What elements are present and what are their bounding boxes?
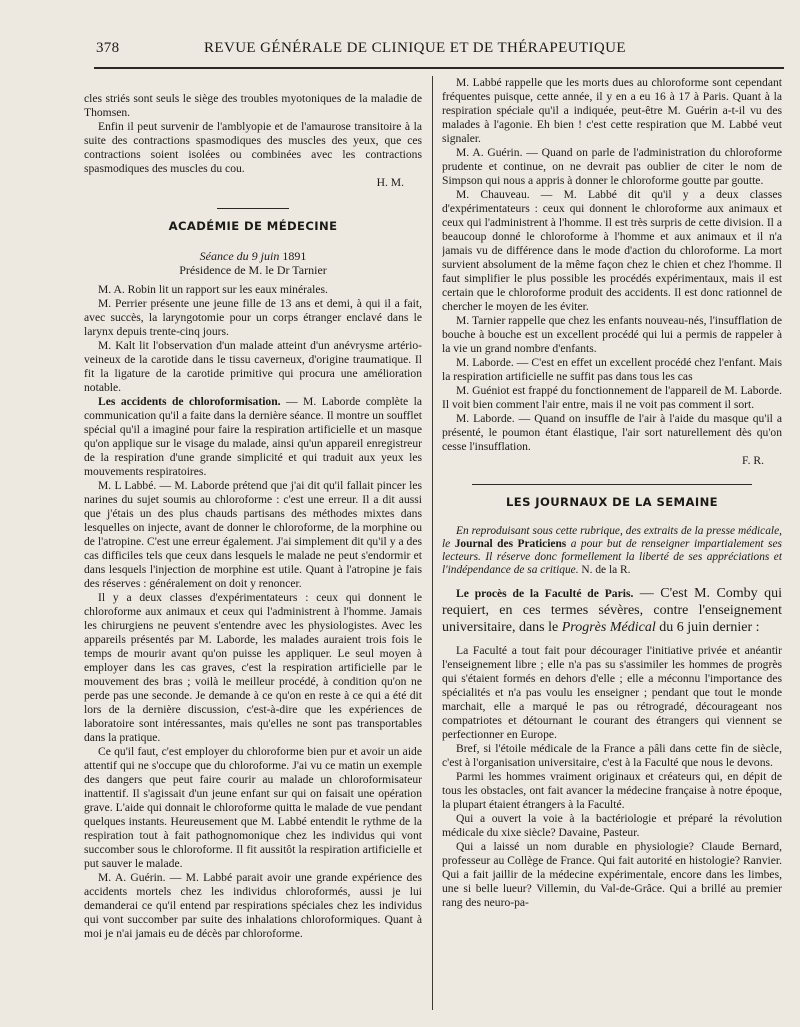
- paragraph-text: — C'est M. Comby qui requiert, en ces termes sévères, contre l'enseignement universitaire, dans le: [442, 586, 782, 635]
- session-year: 1891: [282, 249, 307, 263]
- column-divider: [432, 76, 433, 1010]
- paragraph: Qui a ouvert la voie à la bactériologie et préparé la révolution médicale du xixe siècle? Davaine, Pasteur.: [442, 812, 782, 839]
- right-column: [442, 76, 782, 1012]
- running-title: REVUE GÉNÉRALE DE CLINIQUE ET DE THÉRAPEUTIQUE: [204, 40, 626, 56]
- paragraph: Parmi les hommes vraiment originaux et créateurs qui, en dépit de tous les obstacles, ont fait avancer la médecine française à notre époque, la plupart étaient étrangers à la Faculté.: [442, 770, 782, 811]
- paragraph-lead: Les accidents de chloroformisation.: [98, 395, 281, 408]
- notice-journal-name: Journal des Praticiens: [454, 538, 567, 550]
- paragraph: Enfin il peut survenir de l'amblyopie et de l'amaurose transitoire à la suite des contractions spasmodiques des muscles des yeux, que ces contractions soient isolées ou combinées avec les contractions spasmodiques des muscles du cou.: [84, 120, 422, 175]
- section-rule: [217, 208, 289, 209]
- paragraph: La Faculté a tout fait pour décourager l'initiative privée et anéantir l'enseignement libre ; elle n'a pas su s'assimiler les hommes de progrès qui s'étaient formés en dehors d'elle ; elle a méconnu l'importance des spécialités et n'a pas voulu les enseigner ; pendant que tout le monde marchait, elle a marqué le pas ou rétrogradé, décourageant nos compatriotes et détournant le courant des étrangers qui viennent se perfectionner en Europe.: [442, 644, 782, 741]
- spacer: [442, 577, 782, 585]
- notice-text: En reproduisant sous cette rubrique, des extraits de la presse médicale, le: [442, 525, 782, 550]
- notice-signature: N. de la R.: [581, 564, 631, 576]
- editorial-notice: [442, 525, 782, 577]
- notice-text: a pour but de renseigner impartialement ses lecteurs. Il réserve donc formellement la liberté de ses appréciations et l'indépendance de sa critique.: [442, 538, 782, 576]
- paragraph: Il y a deux classes d'expérimentateurs : ceux qui donnent le chloroforme aux animaux et ceux qui l'administrent à l'homme. Jamais les chirurgiens ne peuvent s'entendre avec les physiologistes. Avec les appareils présentés par M. Laborde, les malades auraient trois fois le temps de mourir avant qu'on puisse les appliquer. Le seul moyen à employer dans les cas graves, c'est la respiration artificielle par le mouvement des bras ; voilà le meilleur procédé, à condition qu'on ne perde pas une seconde. Je demande à ce qu'on en reste à ce qui a été dit lors de la dernière discussion, c'est-à-dire que les expériences de laboratoire sont intéressantes, mais qu'elles ne sont pas transportables dans la pratique.: [84, 591, 422, 744]
- signature: F. R.: [742, 454, 764, 467]
- page-number: 378: [96, 40, 120, 56]
- paragraph: M. Laborde. — C'est en effet un excellent procédé chez l'enfant. Mais la respiration artificielle ne suffit pas dans tous les cas: [442, 356, 782, 383]
- paragraph-text: du 6 juin dernier :: [655, 620, 760, 635]
- paragraph: cles striés sont seuls le siège des troubles myotoniques de la maladie de Thomsen.: [84, 92, 422, 119]
- paragraph: M. A. Robin lit un rapport sur les eaux minérales.: [98, 283, 328, 296]
- paragraph: Bref, si l'étoile médicale de la France a pâli dans cette fin de siècle, c'est à l'organisation universitaire, c'est à la Faculté que nous le devons.: [442, 742, 782, 769]
- paragraph: [442, 585, 782, 636]
- session-date: [84, 249, 422, 263]
- presidency: Présidence de M. le Dr Tarnier: [179, 263, 327, 277]
- section-title-journaux: LES JOURNAUX DE LA SEMAINE: [505, 495, 718, 509]
- header-rule: [94, 67, 784, 69]
- section-title-academie: ACADÉMIE DE MÉDECINE: [168, 219, 338, 233]
- journal-name: Progrès Médical: [561, 620, 656, 635]
- page-header: [0, 30, 800, 70]
- signature: H. M.: [376, 176, 404, 189]
- paragraph: M. A. Guérin. — M. Labbé parait avoir une grande expérience des accidents mortels chez les individus chloroformés, aussi je lui demanderai ce qu'il entend par respirations spéciales chez les individus qui vont succomber par suite des inhalations chloroformiques. Quant à moi je n'ai jamais eu de décès par chloroforme.: [84, 871, 422, 940]
- paragraph: M. L Labbé. — M. Laborde prétend que j'ai dit qu'il fallait pincer les narines du sujet soumis au chloroforme : c'est une erreur. Il a dit aussi que j'étais un des plus chauds partisans des méthodes mixtes dans lesquelles on injecte, avant de donner le chloroforme, de la morphine ou de l'atropine. C'est une erreur également. J'ai simplement dit qu'il y a des cas difficiles tels que ceux dans lesquels le malade ne peut s'endormir et dans lesquels l'injection de morphine est utile. Quant à l'atropine je fais des réserves : généralement on doit y renoncer.: [84, 479, 422, 590]
- paragraph: M. Tarnier rappelle que chez les enfants nouveau-nés, l'insufflation de bouche à bouche est un excellent procédé qui lui a permis de rappeler à la vie un grand nombre d'enfants.: [442, 314, 782, 355]
- paragraph: M. Perrier présente une jeune fille de 13 ans et demi, à qui il a fait, avec succès, la laryngotomie pour un corps étranger enclavé dans le larynx depuis trente-cinq jours.: [84, 297, 422, 338]
- paragraph: M. Laborde. — Quand on insuffle de l'air à l'aide du masque qu'il a présenté, le poumon étant élastique, l'air sort naturellement dès qu'on cesse l'insufflation.: [442, 412, 782, 453]
- paragraph: Ce qu'il faut, c'est employer du chloroforme bien pur et avoir un aide attentif qui ne s'occupe que du chloroforme. J'ai vu ce matin un exemple des dangers que peut faire courir au malade un chloroformisateur inattentif. Il s'agissait d'un jeune enfant sur qui on faisait une opération grave. L'aide qui donnait le chloroforme quitta le malade de vue pendant quelques instants. Heureusement que M. Labbé entendit le rythme de la respiration tout à fait pathognomonique chez les individus qui vont succomber sous le chloroforme. Il fit aussitôt la respiration artificielle et put sauver le malade.: [84, 745, 422, 870]
- paragraph-lead: Le procès de la Faculté de Paris.: [456, 587, 634, 600]
- paragraph: M. Guéniot est frappé du fonctionnement de l'appareil de M. Laborde. Il voit bien comment l'air entre, mais il ne voit pas comment il sort.: [442, 384, 782, 411]
- spacer: [442, 636, 782, 644]
- paragraph: [84, 395, 422, 479]
- paragraph: M. Chauveau. — M. Labbé dit qu'il y a deux classes d'expérimentateurs : ceux qui donnent le chloroforme aux animaux et ceux qui l'administrent à l'homme. Il est très surpris de cette division. Il a beaucoup donné le chloroforme à l'homme et aux animaux et il n'a jamais vu de différence dans le mode d'action du chloroforme. La mort survient absolument de la même façon chez le chien et chez l'homme. Il faut simplifier le plus possible les procédés expérimentaux, mais il est certain que le chloroforme produit des accidents. Il est donc rationnel de chercher le moyen de les éviter.: [442, 188, 782, 313]
- paragraph: M. A. Guérin. — Quand on parle de l'administration du chloroforme prudente et continue, on ne devrait pas oublier de citer le nom de Simpson qui nous a appris à donner le chloroforme goutte par goutte.: [442, 146, 782, 187]
- paragraph: Qui a laissé un nom durable en physiologie? Claude Bernard, professeur au Collège de France. Qui fait autorité en histologie? Ranvier. Qui a fait jaillir de la médecine expérimentale, encore dans les limbes, une si belle lueur? Villemin, du Val-de-Grâce. Qui a brillé au premier rang des neuro-pa-: [442, 840, 782, 909]
- section-rule: [472, 484, 752, 485]
- paragraph: M. Labbé rappelle que les morts dues au chloroforme sont cependant fréquentes puisque, cette année, il y en a eu 16 à 17 à Paris. Quant à la respiration spéciale qu'il a indiquée, peut-être M. Guérin a-t-il vu des malades à l'agonie. Eh bien ! c'est cette respiration que M. Labbé veut signaler.: [442, 76, 782, 145]
- session-prefix: Séance du: [199, 249, 249, 263]
- left-column: [84, 92, 422, 1012]
- session-day: 9 juin: [251, 249, 280, 263]
- paragraph: M. Kalt lit l'observation d'un malade atteint d'un anévrysme artério-veineux de la carotide dans le tissu caverneux, d'origine traumatique. Il fit la ligature de la carotide primitive qui procura une amélioration notable.: [84, 339, 422, 394]
- paragraph-text: — M. Laborde complète la communication qu'il a faite dans la dernière séance. Il montre un soufflet spécial qu'il a imaginé pour faire la respiration artificielle et un masque qu'on applique sur le visage du malade, ainsi qu'un appareil enregistreur de la respiration d'une grande simplicité et qui traduit aux yeux les mouvements respiratoires.: [84, 395, 422, 478]
